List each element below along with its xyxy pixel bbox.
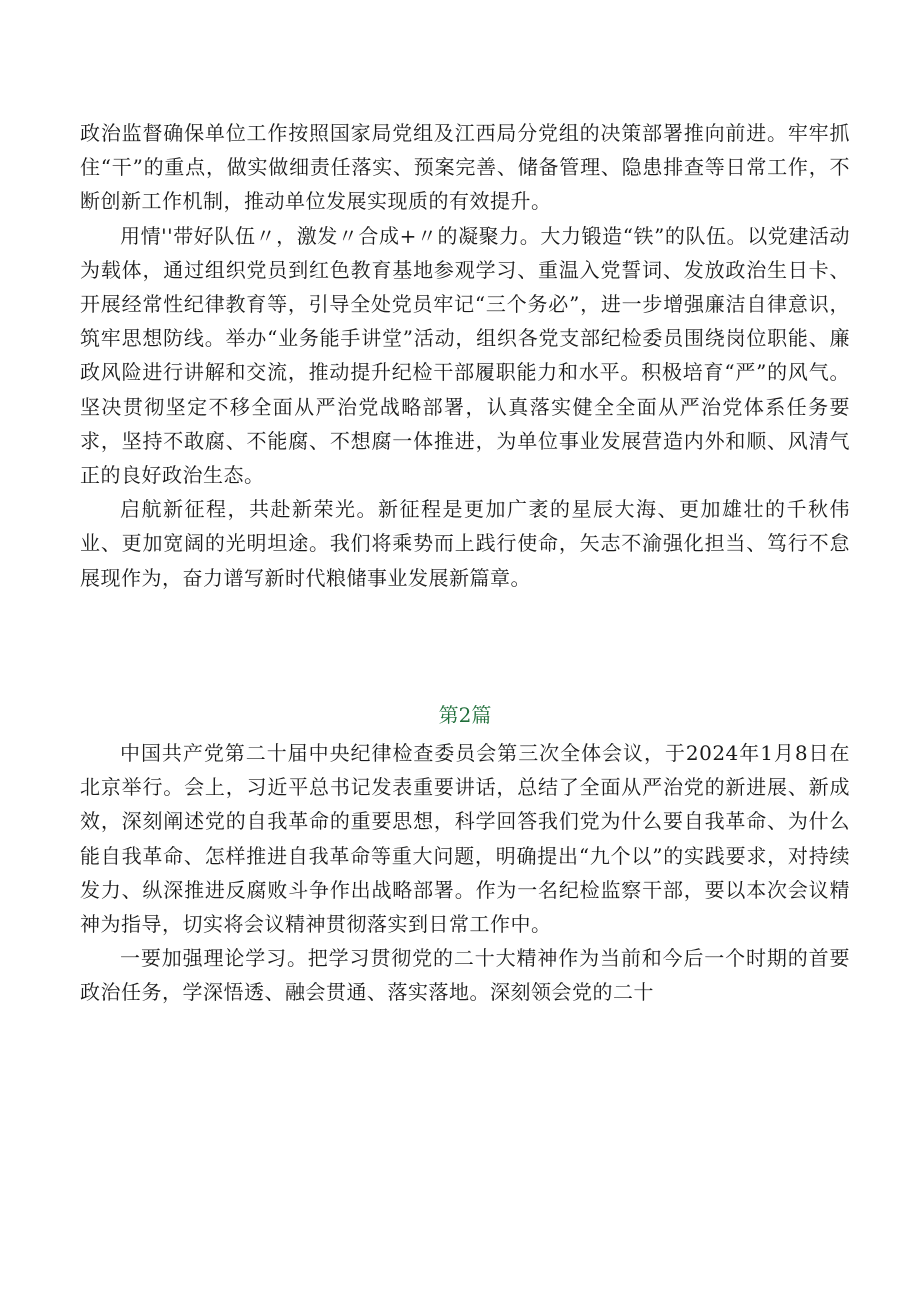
section-heading-wrap <box>80 698 850 732</box>
paragraph-theory-study: 一要加强理论学习。把学习贯彻党的二十大精神作为当前和今后一个时期的首要政治任务，学深悟透、融会贯通、落实落地。深刻领会党的二十 <box>80 946 850 1005</box>
paragraph-new-journey: 启航新征程，共赴新荣光。新征程是更加广袤的星辰大海、更加雄壮的千秋伟业、更加宽阔的光明坦途。我们将乘势而上践行使命，矢志不渝强化担当、笃行不怠展现作为，奋力谱写新时代粮储事业发展新篇章。 <box>80 497 850 590</box>
section-heading: 第2篇 <box>438 703 492 727</box>
section-two-body <box>80 736 850 1010</box>
section-one-body <box>80 116 850 595</box>
paragraph-plenary-session: 中国共产党第二十届中央纪律检查委员会第三次全体会议，于2024年1月8日在北京举行。会上，习近平总书记发表重要讲话，总结了全面从严治党的新进展、新成效，深刻阐述党的自我革命的重要思想，科学回答我们党为什么要自我革命、为什么能自我革命、怎样推进自我革命等重大问题，明确提出“九个以”的实践要求，对持续发力、纵深推进反腐败斗争作出战略部署。作为一名纪检监察干部，要以本次会议精神为指导，切实将会议精神贯彻落实到日常工作中。 <box>80 741 850 937</box>
paragraph-team-building: 用情''带好队伍〃，激发〃合成+〃的凝聚力。大力锻造“铁”的队伍。以党建活动为载体，通过组织党员到红色教育基地参观学习、重温入党誓词、发放政治生日卡、开展经常性纪律教育等，引导全处党员牢记“三个务必”，进一步增强廉洁自律意识，筑牢思想防线。举办“业务能手讲堂”活动，组织各党支部纪检委员围绕岗位职能、廉政风险进行讲解和交流，推动提升纪检干部履职能力和水平。积极培育“严”的风气。坚决贯彻坚定不移全面从严治党战略部署，认真落实健全全面从严治党体系任务要求，坚持不敢腐、不能腐、不想腐一体推进，为单位事业发展营造内外和顺、风清气正的良好政治生态。 <box>80 223 850 488</box>
paragraph-continued: 政治监督确保单位工作按照国家局党组及江西局分党组的决策部署推向前进。牢牢抓住“干”的重点，做实做细责任落实、预案完善、储备管理、隐患排查等日常工作，不断创新工作机制，推动单位发展实现质的有效提升。 <box>80 121 850 214</box>
